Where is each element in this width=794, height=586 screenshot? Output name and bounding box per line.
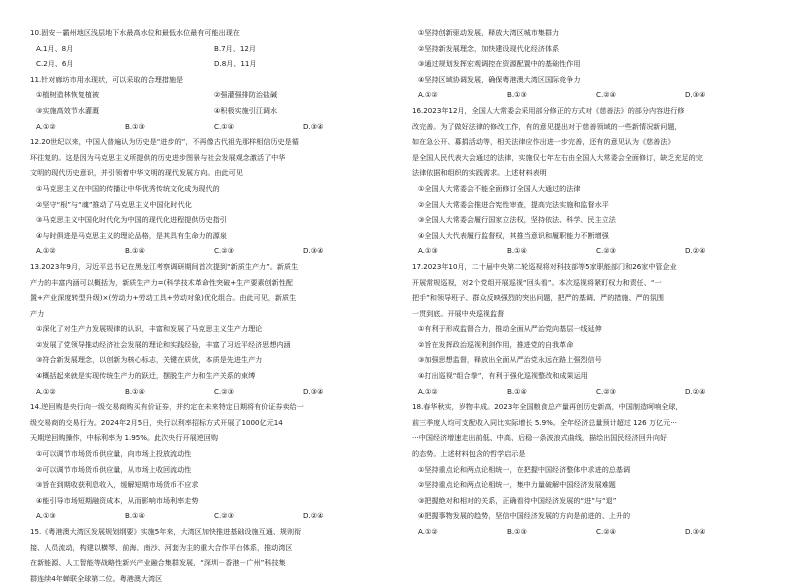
question-17-options bbox=[412, 384, 774, 400]
option-a: A.①② bbox=[36, 246, 56, 256]
question-16-stem: 如在急公开、募捐活动等，相关法律应作出进一步完善，还有的意见认为《慈善法》 bbox=[412, 137, 675, 147]
question-15-stem: 在新能源、人工智能等战略性新兴产业融合集群发展，“深圳－香港－广州”科技集 bbox=[30, 558, 286, 568]
question-18-options bbox=[412, 524, 774, 540]
question-16-options bbox=[412, 243, 774, 259]
question-17-stem: 开展常规巡视，对2个党组开展巡视“回头看”。本次巡视将紧盯权力和责任、“一 bbox=[412, 277, 662, 287]
item-4: ④把握事物发展的趋势，坚信中国经济发展的方向是前进的、上升的 bbox=[418, 511, 631, 521]
question-10-options bbox=[30, 56, 392, 72]
item-2: ②可以调节市场货币供应量，从市场上收回流动性 bbox=[36, 464, 192, 474]
item-3: ③把握绝对和相对的关系，正确看待中国经济发展的“进”与“退” bbox=[418, 495, 617, 505]
question-12-stem: 12.20世纪以来，中国人普遍认为历史是“进步的”，不再像古代祖先那样相信历史是循 bbox=[30, 137, 299, 147]
right-column bbox=[412, 25, 774, 540]
question-15-stem: 接、人员流动，构建以横琴、前海、南沙、河套为主的重大合作平台体系，推动湾区 bbox=[30, 542, 293, 552]
option-b: B.①④ bbox=[507, 386, 527, 396]
item-4: ④概括起来就是实现传统生产力的跃迁，摆脱生产力和生产关系的束缚 bbox=[36, 371, 256, 381]
question-18-stem: ···中国经济增速走出前低、中高、后稳一条波浪式曲线，描绘出国民经济回升向好 bbox=[412, 433, 668, 443]
question-10-options bbox=[30, 41, 392, 57]
question-13-stem: 置+产业深度转型升级)×(劳动力+劳动工具+劳动对象)优化组合。由此可见，新质生 bbox=[30, 293, 297, 303]
option-b: B.①③ bbox=[507, 90, 527, 100]
option-d: D.②④ bbox=[303, 511, 324, 521]
question-15-options bbox=[412, 87, 774, 103]
item-4: ④能引导市场短期融资成本，从而影响市场利率走势 bbox=[36, 495, 199, 505]
question-11-items bbox=[30, 103, 392, 119]
option-a: A.1月、8月 bbox=[36, 43, 74, 53]
item-1: ①马克思主义在中国的传播让中华优秀传统文化成为现代的 bbox=[36, 183, 220, 193]
left-column bbox=[30, 25, 392, 586]
option-c: C.②③ bbox=[214, 386, 234, 396]
item-3: ③加强思想监督，释放出全面从严治党永远在路上强烈信号 bbox=[418, 355, 602, 365]
item-3: ③旨在到期收获利息收入，缓解短期市场货币不应求 bbox=[36, 480, 199, 490]
question-10-stem: 10.固安－霸州地区浅层地下水最高水位和最低水位最有可能出现在 bbox=[30, 28, 240, 37]
option-d: D.③④ bbox=[303, 246, 324, 256]
item-4: ④打出巡视“组合拳”，有利于强化巡视整改和成果运用 bbox=[418, 371, 588, 381]
option-a: A.①② bbox=[418, 527, 438, 536]
item-3: ③实施高效节水灌溉 bbox=[36, 105, 100, 115]
item-1: ①深化了对生产力发展规律的认识，丰富和发展了马克思主义生产力理论 bbox=[36, 324, 263, 334]
question-18-stem: 18.春华秋实，岁物丰成。2023年全国粮食总产量再创历史新高，中国制造呵响全球， bbox=[412, 402, 683, 412]
item-3: ③马克思主义中国化时代化为中国的现代化进程提供历史指引 bbox=[36, 215, 227, 225]
question-18-stem: 前三季度人均可支配收入同比实际增长 5.9%。全年经济总量预计超过 126 万亿元··· bbox=[412, 417, 677, 427]
question-17-stem: 17.2023年10月，二十届中央第二轮巡视将对科技部等5家职能部门和26家中管企业 bbox=[412, 261, 677, 271]
option-a: A.①② bbox=[418, 90, 438, 100]
question-14-stem: 14.逆回购是央行向一级交易商购买有价证券，并约定在未来特定日期将有价证券卖给一 bbox=[30, 402, 304, 412]
question-12-stem: 文明的现代历史意识，并引领着中华文明的现代发展方向。由此可见 bbox=[30, 168, 243, 178]
question-13-stem: 产力 bbox=[30, 308, 45, 318]
option-b: B.①④ bbox=[507, 246, 527, 256]
option-d: D.②④ bbox=[685, 246, 706, 256]
item-4: ④积极实施引江调水 bbox=[214, 105, 278, 115]
question-17-stem: 把手”和领导班子、群众反映强烈的突出问题，把严的基调、严的措施、严的氛围 bbox=[412, 293, 664, 303]
item-4: ④与时俱进是马克思主义的理论品格，是其具有生命力的源泉 bbox=[36, 230, 227, 240]
option-d: D.③④ bbox=[303, 386, 324, 396]
question-13-stem: 产力的丰富内涵可以概括为，新质生产力=(科学技术革命性突破+生产要素创新性配 bbox=[30, 277, 293, 287]
question-14-stem: 级交易商的交易行为。2024年2月5日，央行以利率招标方式开展了1000亿元14 bbox=[30, 417, 283, 427]
question-18-stem: 的态势。上述材料包含的哲学启示是 bbox=[412, 449, 526, 459]
item-2: ②强灌强排防治盐碱 bbox=[214, 90, 278, 100]
option-a: A.①② bbox=[36, 386, 56, 396]
question-12-options bbox=[30, 243, 392, 259]
option-b: B.①④ bbox=[125, 246, 145, 256]
question-15-stem: 群连续4年蝉联全球第二位。粤港澳大湾区 bbox=[30, 573, 163, 583]
question-13-stem: 13.2023年9月，习近平总书记在黑龙江考察调研期间首次提到“新质生产力”。新质生 bbox=[30, 261, 299, 271]
option-c: C.2月、6月 bbox=[36, 59, 74, 69]
item-1: ①坚持重点论和两点论相统一，在把握中国经济整体中求进的总基调 bbox=[418, 464, 631, 474]
option-c: C.②③ bbox=[596, 246, 616, 256]
question-14-stem: 天期逆回购操作，中标利率为 1.95%。此次央行开展逆回购 bbox=[30, 433, 218, 443]
question-15-stem: 15.《粤港澳大湾区发展规划纲要》实施5年来，大湾区加快推进基础设施互通、规则衔 bbox=[30, 527, 302, 536]
option-c: C.②③ bbox=[596, 386, 616, 396]
item-2: ②旨在发挥政治巡视利剑作用，推进党的自我革命 bbox=[418, 339, 574, 349]
item-4: ④全国人大代表履行监督权，其推当意识和履职能力不断增强 bbox=[418, 230, 609, 240]
option-c: C.②③ bbox=[214, 511, 234, 521]
option-c: C.②③ bbox=[214, 246, 234, 256]
question-13-options bbox=[30, 384, 392, 400]
item-1: ①有利于形成监督合力，推动全面从严治党向基层一线延伸 bbox=[418, 324, 602, 334]
item-2: ②发展了党领导推动经济社会发展的理论和实践经验，丰富了习近平经济思想内涵 bbox=[36, 339, 291, 349]
item-3: ③通过规划发挥宏观调控在资源配置中的基础性作用 bbox=[418, 59, 581, 69]
item-3: ③全国人大常委会履行国家立法权，坚持依法、科学、民主立法 bbox=[418, 215, 616, 225]
option-c: C.①④ bbox=[214, 121, 234, 131]
question-16-stem: 16.2023年12月，全国人大常委会采用部分修正的方式对《慈善法》的部分内容进行修 bbox=[412, 105, 685, 115]
option-c: C.②④ bbox=[596, 527, 616, 536]
question-16-stem: 是全国人民代表大会通过的法律，实施仅七年左右由全国人大常委会全面修订，缺乏充足的完 bbox=[412, 152, 703, 162]
item-1: ①可以调节市场货币供应量，向市场上投放流动性 bbox=[36, 449, 192, 459]
option-d: D.8月、11月 bbox=[214, 59, 257, 69]
option-d: D.③④ bbox=[685, 90, 706, 100]
option-a: A.①② bbox=[36, 121, 56, 131]
question-16-stem: 法律依据和组织的实践需求。上述材料表明 bbox=[412, 168, 547, 178]
item-1: ①坚持创新驱动发展，释放大湾区城市集群力 bbox=[418, 28, 560, 37]
option-d: D.③④ bbox=[685, 527, 706, 536]
question-12-stem: 环往复的。这是因为马克思主义所提供的历史进步图景与社会发展观念激活了中华 bbox=[30, 152, 286, 162]
question-14-options bbox=[30, 508, 392, 524]
item-3: ③符合新发展理念，以创新为核心标志，关键在质优，本质是先进生产力 bbox=[36, 355, 263, 365]
option-b: B.①③ bbox=[125, 121, 145, 131]
option-b: B.①④ bbox=[125, 386, 145, 396]
option-a: A.①③ bbox=[36, 511, 56, 521]
question-16-stem: 改完善。为了做好法律的修改工作，有的意见提出对于慈善领域的一些新情况新问题， bbox=[412, 121, 682, 131]
option-c: C.②④ bbox=[596, 90, 616, 100]
item-2: ②全国人大常委会推进合宪性审查，提高完法实施和监督水平 bbox=[418, 199, 609, 209]
question-11-items bbox=[30, 87, 392, 103]
item-2: ②坚持新发展理念，加快建设现代化经济体系 bbox=[418, 43, 560, 53]
item-2: ②坚持重点论和两点论相统一，集中力量破解中国经济发展难题 bbox=[418, 480, 616, 490]
option-b: B.①③ bbox=[507, 527, 527, 536]
item-1: ①植树造林恢复植被 bbox=[36, 90, 100, 100]
question-11-stem: 11.针对廊坊市用水现状，可以采取的合理措施是 bbox=[30, 74, 184, 84]
option-d: D.③④ bbox=[303, 121, 324, 131]
question-17-stem: 一贯到底。开展中央巡视监督 bbox=[412, 308, 505, 318]
item-4: ④坚持区域协调发展，确保粤港澳大湾区国际竞争力 bbox=[418, 74, 581, 84]
item-2: ②坚守“根”与“魂”推动了马克思主义中国化时代化 bbox=[36, 199, 192, 209]
question-11-options bbox=[30, 119, 392, 135]
option-a: A.①③ bbox=[418, 246, 438, 256]
option-a: A.①② bbox=[418, 386, 438, 396]
option-b: B.7月、12月 bbox=[214, 43, 256, 53]
option-b: B.①④ bbox=[125, 511, 145, 521]
item-1: ①全国人大常委会不能全面修订全国人大通过的法律 bbox=[418, 183, 581, 193]
option-d: D.②④ bbox=[685, 386, 706, 396]
